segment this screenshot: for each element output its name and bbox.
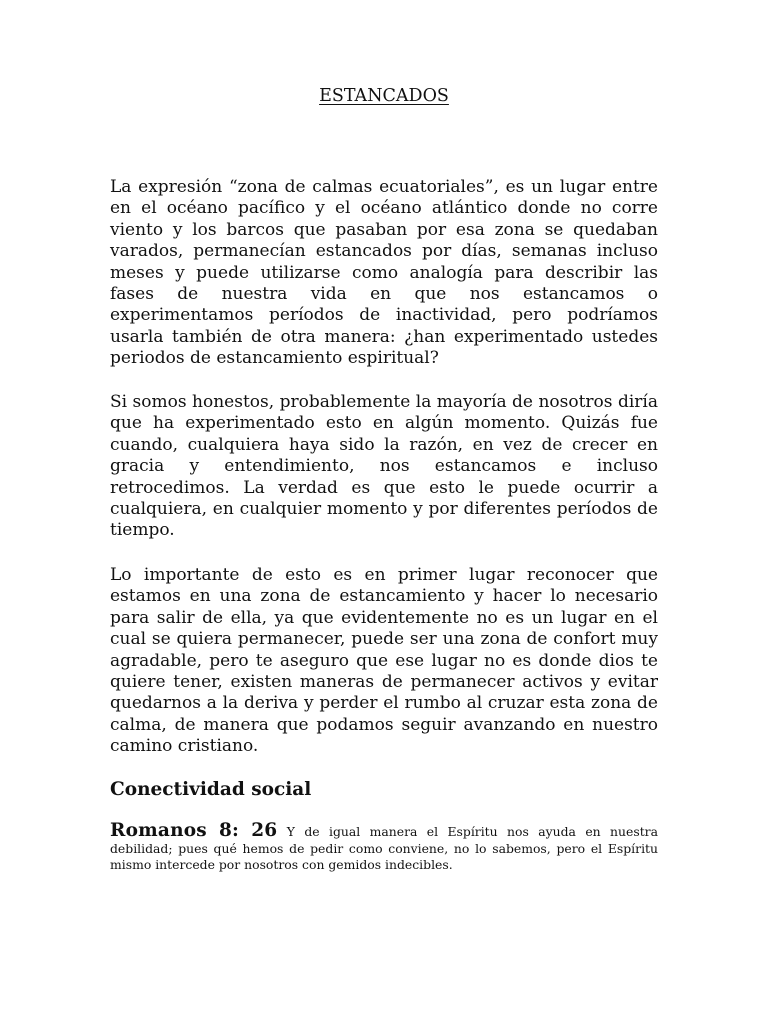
bible-verse xyxy=(110,820,658,874)
verse-text: Y de igual manera el Espíritu nos ayuda en nuestra debilidad; pues qué hemos de pedir como conviene, no lo sabemos, pero el Espíritu mismo intercede por nosotros con gemidos indecibles. xyxy=(110,824,658,872)
document-title: ESTANCADOS xyxy=(319,86,449,106)
verse-reference: Romanos 8: 26 xyxy=(110,820,278,841)
paragraph-honesty: Si somos honestos, probablemente la mayoría de nosotros diría que ha experimentado esto en algún momento. Quizás fue cuando, cualquiera haya sido la razón, en vez de crecer en gracia y entendimiento, nos estancamos e incluso retrocedimos. La verdad es que esto le puede ocurrir a cualquiera, en cualquier momento y por diferentes períodos de tiempo. xyxy=(110,392,658,541)
paragraph-intro: La expresión “zona de calmas ecuatoriales”, es un lugar entre en el océano pacífico y el océano atlántico donde no corre viento y los barcos que pasaban por esa zona se quedaban varados, permanecían estancados por días, semanas incluso meses y puede utilizarse como analogía para describir las fases de nuestra vida en que nos estancamos o experimentamos períodos de inactividad, pero podríamos usarla también de otra manera: ¿han experimentado ustedes periodos de estancamiento espiritual? xyxy=(110,177,658,369)
document-page xyxy=(110,0,658,1024)
paragraph-importance: Lo importante de esto es en primer lugar reconocer que estamos en una zona de estancamiento y hacer lo necesario para salir de ella, ya que evidentemente no es un lugar en el cual se quiera permanecer, puede ser una zona de confort muy agradable, pero te aseguro que ese lugar no es donde dios te quiere tener, existen maneras de permanecer activos y evitar quedarnos a la deriva y perder el rumbo al cruzar esta zona de calma, de manera que podamos seguir avanzando en nuestro camino cristiano. xyxy=(110,565,658,757)
section-heading: Conectividad social xyxy=(110,779,312,800)
